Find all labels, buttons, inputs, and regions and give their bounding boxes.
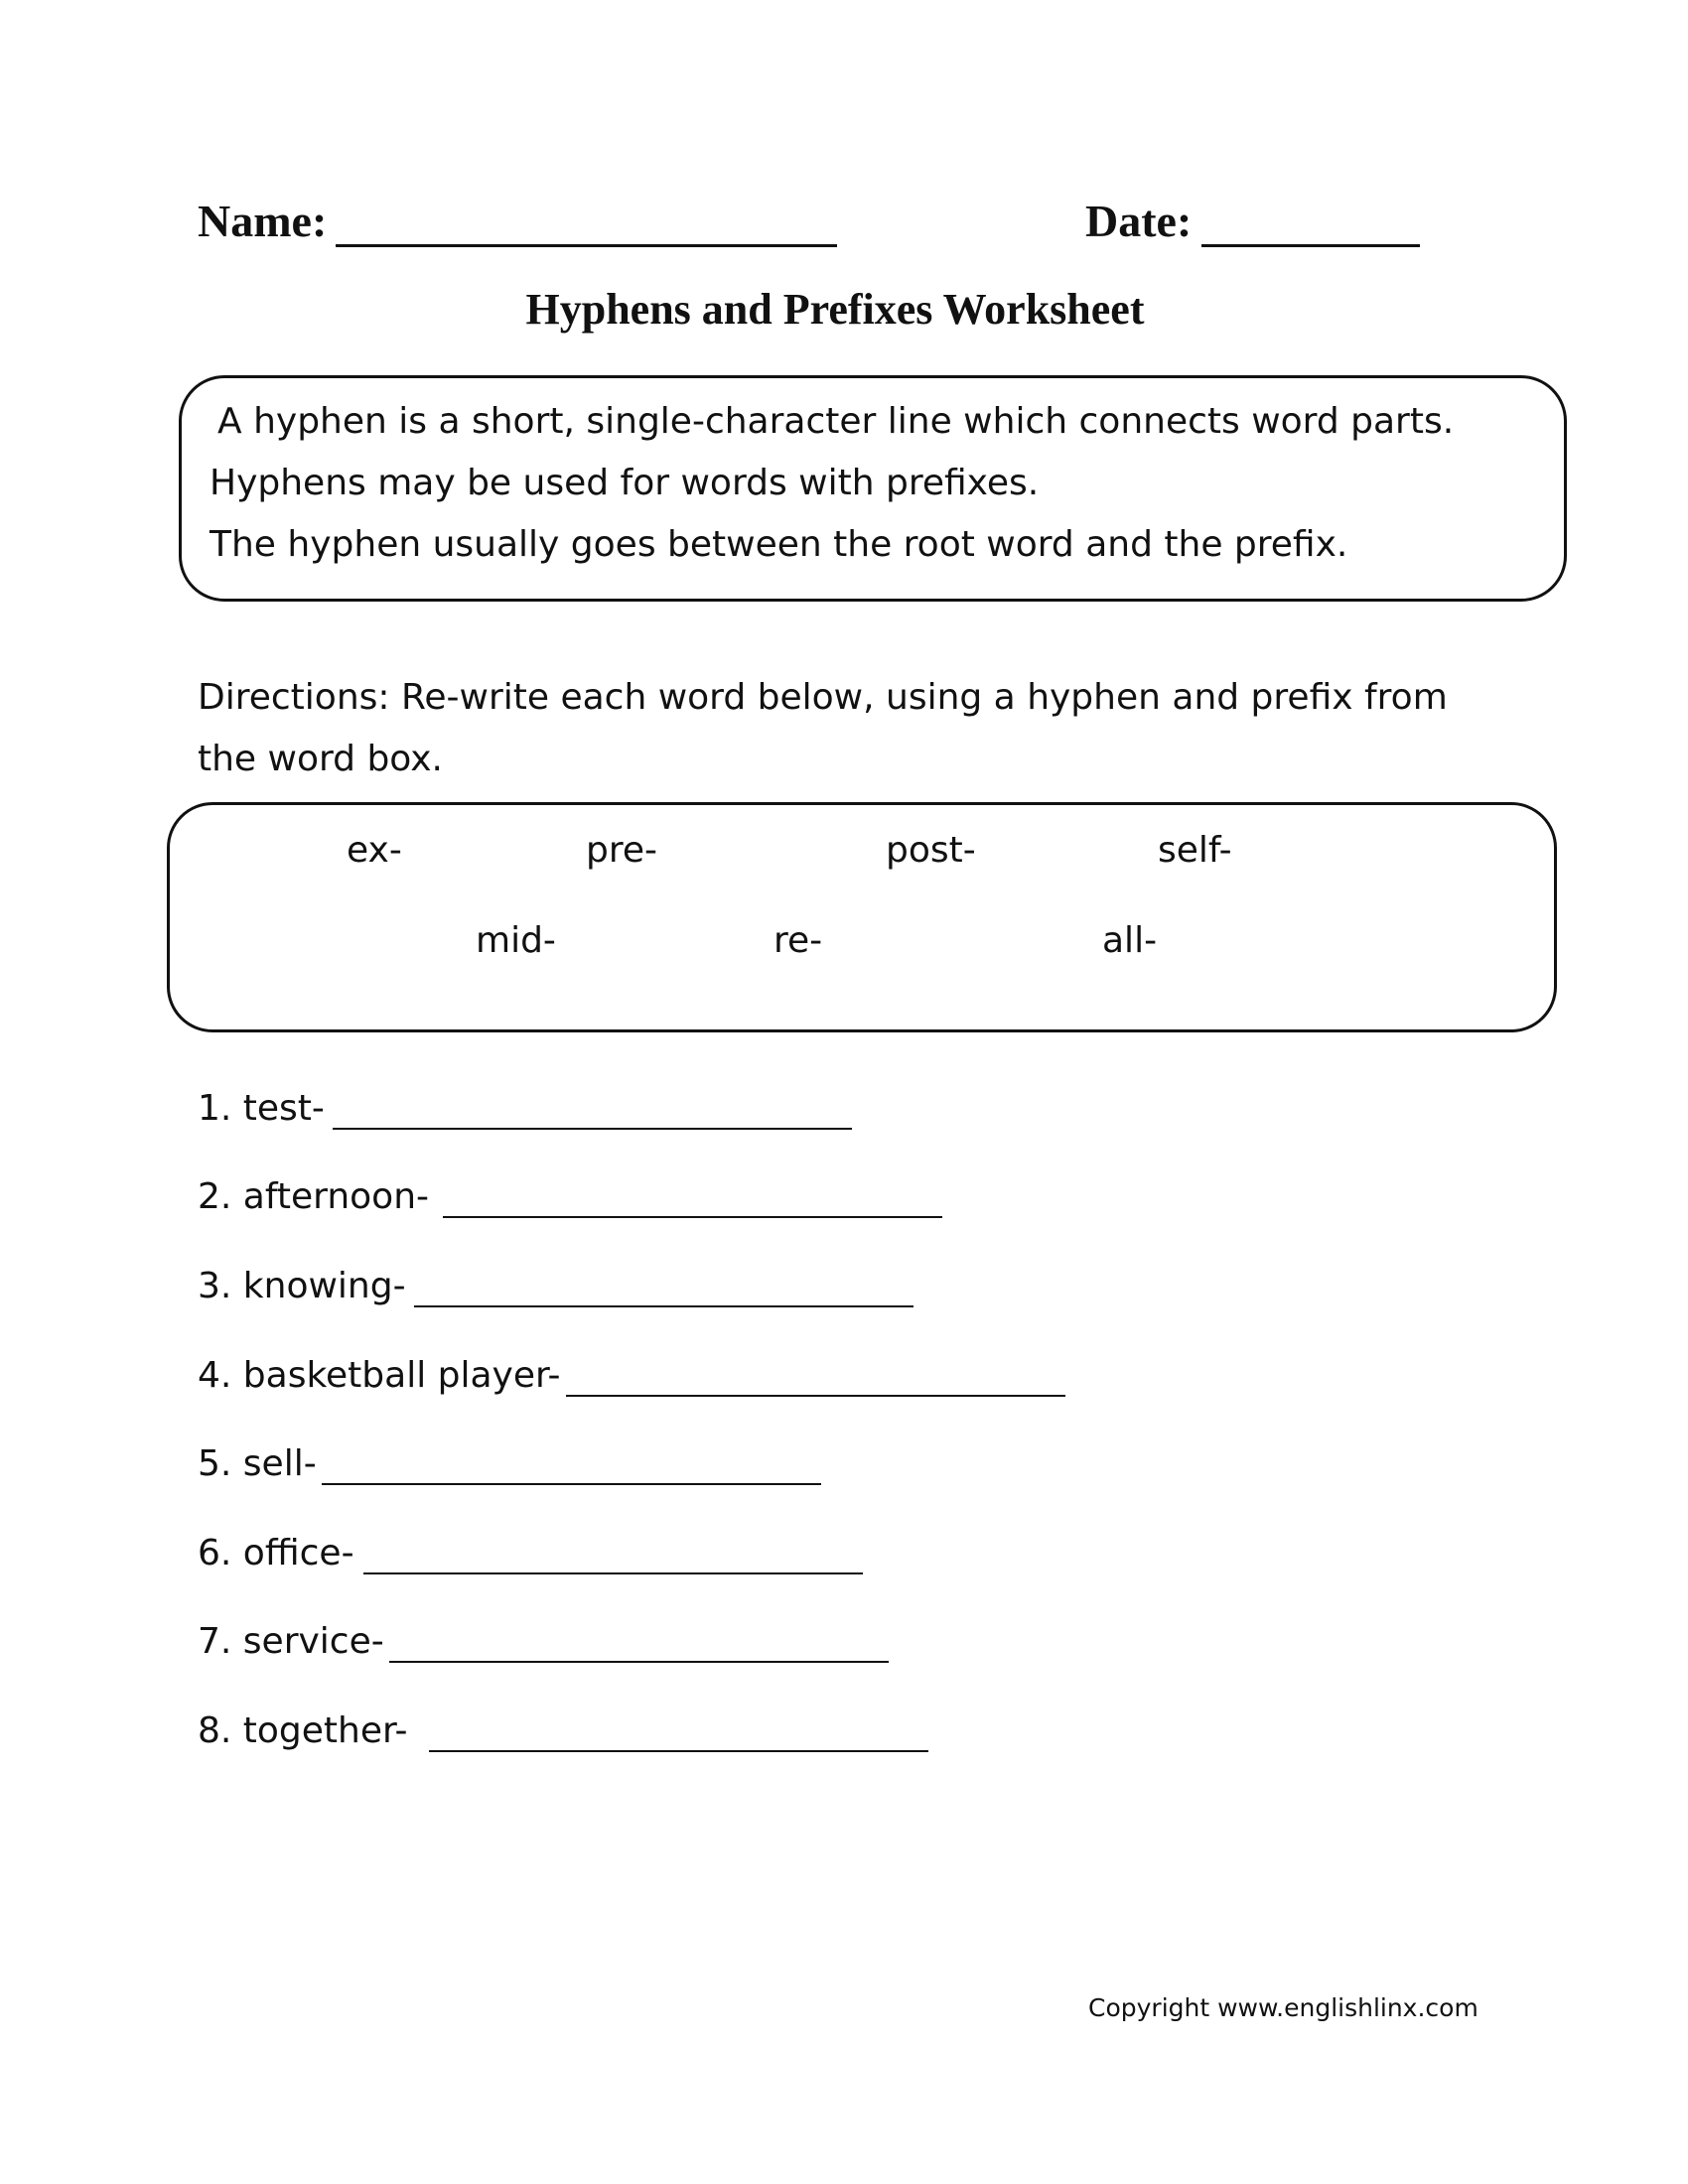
answer-line[interactable] [322, 1483, 821, 1485]
prefix-item: mid- [476, 920, 556, 961]
prefix-item: post- [886, 830, 976, 871]
directions-text: Directions: Re-write each word below, using a hyphen and prefix from the word box. [198, 677, 1448, 779]
exercise-item [198, 1266, 406, 1315]
name-blank [336, 244, 837, 247]
exercise-item [198, 1088, 325, 1138]
prefix-item: all- [1102, 920, 1158, 961]
info-line: Hyphens may be used for words with prefixes. [210, 463, 1040, 503]
exercise-word: 1. test- [198, 1088, 325, 1129]
exercise-word: 8. together- [198, 1710, 408, 1751]
prefix-item: ex- [347, 830, 402, 871]
exercise-word: 7. service- [198, 1621, 384, 1662]
answer-line[interactable] [566, 1395, 1065, 1397]
exercise-item [198, 1710, 408, 1760]
answer-line[interactable] [414, 1305, 914, 1307]
exercise-word: 4. basketball player- [198, 1355, 561, 1396]
info-line: A hyphen is a short, single-character line which connects word parts. [217, 401, 1455, 442]
exercise-word: 2. afternoon- [198, 1176, 429, 1217]
answer-line[interactable] [363, 1572, 863, 1574]
answer-line[interactable] [389, 1661, 889, 1663]
info-line: The hyphen usually goes between the root word and the prefix. [210, 524, 1348, 565]
date-blank [1201, 244, 1420, 247]
answer-line[interactable] [443, 1216, 942, 1218]
prefix-item: self- [1158, 830, 1232, 871]
exercise-item [198, 1176, 429, 1226]
exercise-word: 3. knowing- [198, 1266, 406, 1306]
copyright-text: Copyright www.englishlinx.com [1088, 1993, 1478, 2022]
worksheet-title [0, 284, 1688, 335]
date-label: Date: [1085, 196, 1193, 246]
answer-line[interactable] [429, 1750, 928, 1752]
prefix-item: re- [774, 920, 823, 961]
exercise-word: 5. sell- [198, 1443, 317, 1484]
prefix-item: pre- [586, 830, 657, 871]
exercise-item [198, 1621, 384, 1671]
exercise-item [198, 1533, 354, 1582]
exercise-item [198, 1355, 561, 1405]
exercise-item [198, 1443, 317, 1493]
name-label: Name: [198, 196, 328, 246]
exercise-word: 6. office- [198, 1533, 354, 1573]
answer-line[interactable] [333, 1128, 852, 1130]
worksheet-title-text: Hyphens and Prefixes Worksheet [525, 285, 1145, 334]
